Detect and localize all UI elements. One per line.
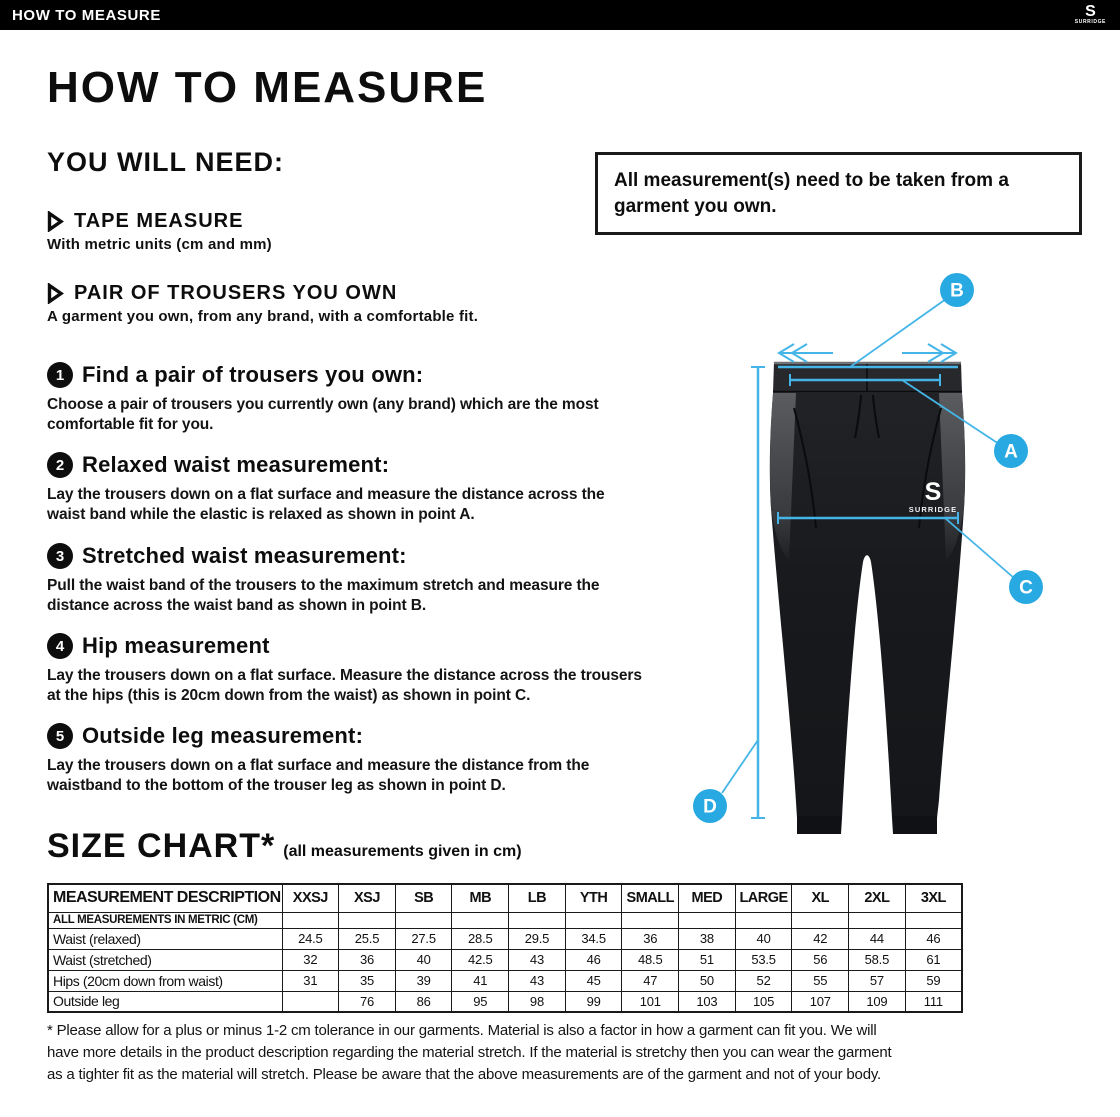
need-item-title: PAIR OF TROUSERS YOU OWN (74, 282, 398, 304)
garment-logo-name: SURRIDGE (908, 505, 958, 514)
table-cell: 107 (792, 991, 849, 1012)
table-cell: 48.5 (622, 949, 679, 970)
table-cell: 61 (905, 949, 962, 970)
need-item-title: TAPE MEASURE (74, 210, 244, 232)
table-empty-cell (509, 912, 566, 928)
table-cell: 76 (339, 991, 396, 1012)
table-empty-cell (622, 912, 679, 928)
table-header-cell: LARGE (735, 884, 792, 912)
table-cell: 31 (282, 970, 339, 991)
step-description: Lay the trousers down on a flat surface and measure the distance across the waist band while the elastic is relaxed as shown in point A. (47, 486, 605, 524)
need-item-trousers (47, 282, 647, 325)
step-2 (47, 452, 647, 525)
table-cell: 99 (565, 991, 622, 1012)
table-empty-cell (735, 912, 792, 928)
table-cell: 51 (679, 949, 736, 970)
table-empty-cell (395, 912, 452, 928)
table-cell: 40 (735, 928, 792, 949)
point-b-letter: B (950, 280, 964, 302)
tolerance-footnote: * Please allow for a plus or minus 1-2 cm tolerance in our garments. Material is also a factor in how a garment can fit you. We will have more details in the product description regarding the material stretch. If the material is stretchy then you can wear the garment as a tighter fit as the material will stretch. Please be aware that the above measurements are of the garment and not of your body. (47, 1022, 892, 1084)
table-empty-cell (679, 912, 736, 928)
table-cell: 56 (792, 949, 849, 970)
table-cell: 53.5 (735, 949, 792, 970)
table-empty-cell (849, 912, 906, 928)
table-row-label: Waist (stretched) (48, 949, 282, 970)
table-cell: 32 (282, 949, 339, 970)
step-title: Stretched waist measurement: (82, 543, 407, 568)
table-row-label: Hips (20cm down from waist) (48, 970, 282, 991)
table-cell: 57 (849, 970, 906, 991)
measurement-note-text: All measurement(s) need to be taken from a garment you own. (614, 170, 1009, 217)
trousers-measurement-figure (690, 260, 1110, 840)
table-cell: 35 (339, 970, 396, 991)
table-cell: 41 (452, 970, 509, 991)
step-description: Pull the waist band of the trousers to the maximum stretch and measure the distance across the waist band as shown in point B. (47, 577, 600, 615)
trousers-illustration (690, 260, 1110, 840)
table-header-cell: MEASUREMENT DESCRIPTION (48, 884, 282, 912)
table-cell: 42.5 (452, 949, 509, 970)
step-number-badge: 2 (47, 452, 73, 478)
step-description: Lay the trousers down on a flat surface and measure the distance from the waistband to the bottom of the trouser leg as shown in point D. (47, 757, 590, 795)
table-row (48, 928, 962, 949)
table-empty-cell (792, 912, 849, 928)
table-row (48, 949, 962, 970)
step-title: Find a pair of trousers you own: (82, 362, 424, 387)
step-number-badge: 5 (47, 723, 73, 749)
measurement-note-box (595, 152, 1082, 235)
table-cell: 27.5 (395, 928, 452, 949)
step-number-badge: 3 (47, 543, 73, 569)
step-4 (47, 633, 647, 706)
table-cell: 50 (679, 970, 736, 991)
table-cell: 28.5 (452, 928, 509, 949)
size-chart-heading (47, 827, 522, 866)
table-cell: 38 (679, 928, 736, 949)
step-description: Choose a pair of trousers you currently own (any brand) which are the most comfortable fit for you. (47, 396, 599, 434)
table-cell: 29.5 (509, 928, 566, 949)
table-empty-cell (339, 912, 396, 928)
table-row-label: Waist (relaxed) (48, 928, 282, 949)
step-1 (47, 362, 647, 435)
table-cell (282, 991, 339, 1012)
trousers-shape (770, 362, 965, 834)
page-title: HOW TO MEASURE (47, 63, 488, 112)
table-cell: 111 (905, 991, 962, 1012)
table-empty-cell (282, 912, 339, 928)
triangle-bullet-icon (47, 211, 64, 232)
table-cell: 45 (565, 970, 622, 991)
table-header-cell: 3XL (905, 884, 962, 912)
point-c-letter: C (1019, 577, 1033, 599)
table-empty-cell (905, 912, 962, 928)
table-row (48, 970, 962, 991)
table-cell: 36 (339, 949, 396, 970)
table-cell: 58.5 (849, 949, 906, 970)
table-header-cell: XL (792, 884, 849, 912)
table-header-cell: SMALL (622, 884, 679, 912)
surridge-logo-icon (1075, 5, 1108, 25)
table-header-cell: 2XL (849, 884, 906, 912)
table-header-cell: YTH (565, 884, 622, 912)
table-metric-row (48, 912, 962, 928)
table-cell: 55 (792, 970, 849, 991)
table-row-label: Outside leg (48, 991, 282, 1012)
size-chart-title: SIZE CHART* (47, 827, 276, 865)
table-metric-label: ALL MEASUREMENTS IN METRIC (CM) (48, 912, 282, 928)
title-bar-text: HOW TO MEASURE (12, 6, 161, 24)
table-cell: 59 (905, 970, 962, 991)
table-empty-cell (565, 912, 622, 928)
title-bar (0, 0, 1120, 30)
triangle-bullet-icon (47, 283, 64, 304)
step-number-badge: 4 (47, 633, 73, 659)
table-cell: 34.5 (565, 928, 622, 949)
table-cell: 24.5 (282, 928, 339, 949)
table-cell: 25.5 (339, 928, 396, 949)
step-5 (47, 723, 647, 796)
table-header-cell: MED (679, 884, 736, 912)
table-header-cell: MB (452, 884, 509, 912)
garment-logo-mark: S (924, 478, 942, 506)
table-cell: 52 (735, 970, 792, 991)
size-chart-asterisk: * (261, 827, 276, 865)
table-header-cell: SB (395, 884, 452, 912)
step-number-badge: 1 (47, 362, 73, 388)
table-cell: 47 (622, 970, 679, 991)
need-item-description: A garment you own, from any brand, with a comfortable fit. (47, 308, 479, 325)
table-cell: 103 (679, 991, 736, 1012)
table-cell: 39 (395, 970, 452, 991)
table-cell: 40 (395, 949, 452, 970)
need-item-description: With metric units (cm and mm) (47, 236, 272, 253)
surridge-logo-name: SURRIDGE (1074, 18, 1106, 25)
table-empty-cell (452, 912, 509, 928)
point-a-letter: A (1004, 441, 1018, 463)
surridge-logo-mark: S (1085, 3, 1096, 21)
table-cell: 44 (849, 928, 906, 949)
table-cell: 42 (792, 928, 849, 949)
table-cell: 98 (509, 991, 566, 1012)
table-header-cell: LB (509, 884, 566, 912)
table-cell: 36 (622, 928, 679, 949)
size-chart-table (47, 883, 963, 1013)
step-title: Outside leg measurement: (82, 723, 364, 748)
table-cell: 46 (905, 928, 962, 949)
table-header-row (48, 884, 962, 912)
step-3 (47, 543, 647, 616)
step-title: Hip measurement (82, 633, 270, 658)
step-description: Lay the trousers down on a flat surface. Measure the distance across the trousers at the hips (this is 20cm down from the waist) as shown in point C. (47, 667, 642, 705)
table-header-cell: XSJ (339, 884, 396, 912)
table-cell: 43 (509, 970, 566, 991)
table-cell: 109 (849, 991, 906, 1012)
table-row (48, 991, 962, 1012)
point-d-letter: D (703, 796, 717, 818)
need-item-tape-measure (47, 210, 647, 253)
table-cell: 105 (735, 991, 792, 1012)
table-cell: 43 (509, 949, 566, 970)
table-cell: 46 (565, 949, 622, 970)
table-header-cell: XXSJ (282, 884, 339, 912)
table-cell: 95 (452, 991, 509, 1012)
you-will-need-heading: YOU WILL NEED: (47, 147, 285, 177)
size-chart-subtitle: (all measurements given in cm) (283, 843, 522, 860)
table-cell: 101 (622, 991, 679, 1012)
step-title: Relaxed waist measurement: (82, 452, 390, 477)
size-chart-table-container (47, 883, 963, 1013)
table-cell: 86 (395, 991, 452, 1012)
